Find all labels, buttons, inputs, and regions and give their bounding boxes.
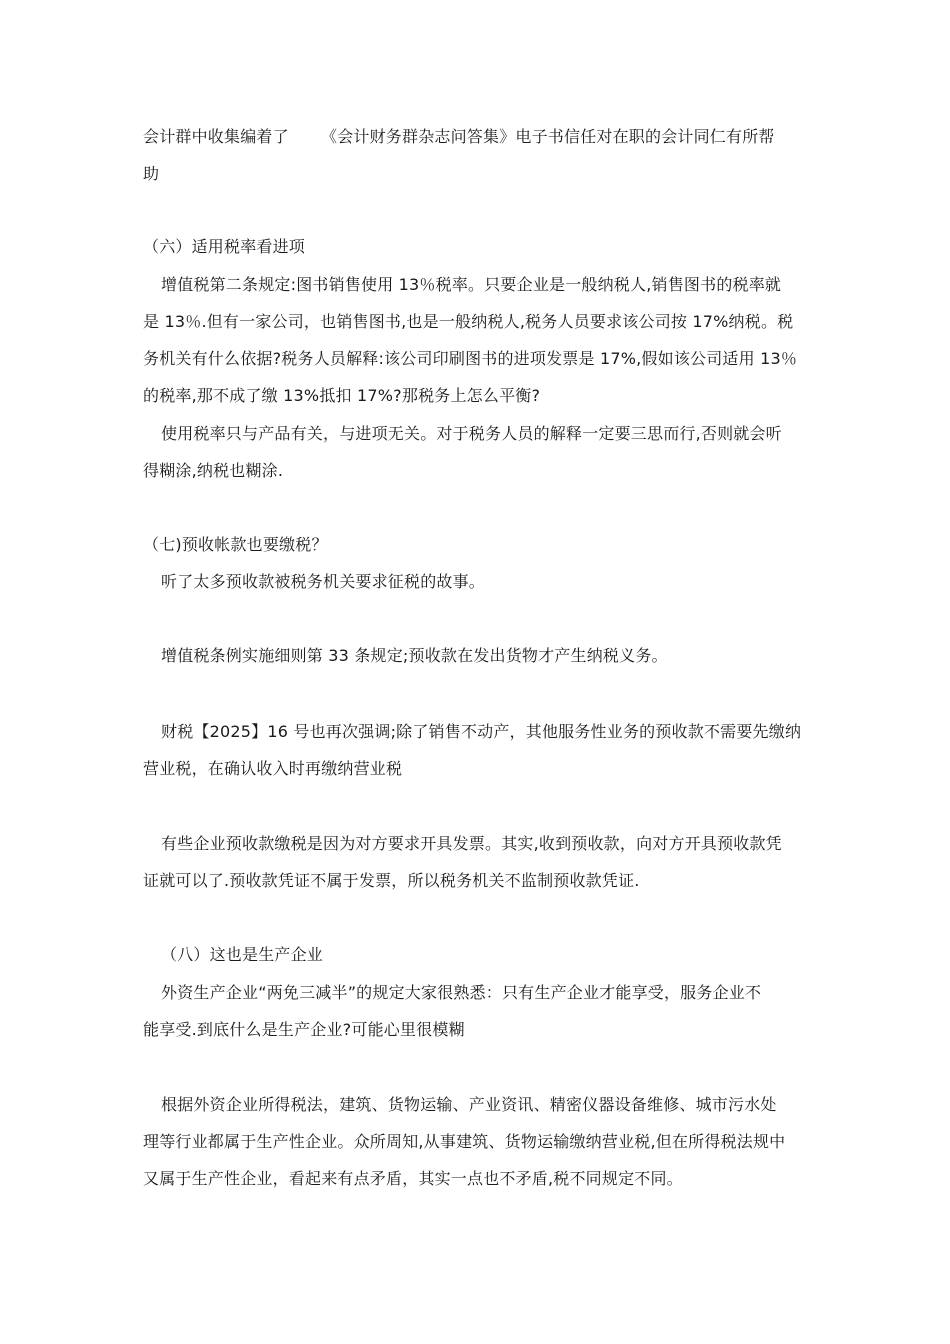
- section-8-p2-line-1: 根据外资企业所得税法，建筑、货物运输、产业资讯、精密仪器设备维修、城市污水处: [161, 1095, 777, 1114]
- section-8-p1-line-1: 外资生产企业“两免三减半”的规定大家很熟悉：只有生产企业才能享受，服务企业不: [161, 983, 762, 1002]
- section-8-p1-line-2: 能享受.到底什么是生产企业?可能心里很模糊: [143, 1020, 465, 1039]
- section-6-p1-line-4: 的税率,那不成了缴 13%抵扣 17%?那税务上怎么平衡?: [143, 386, 541, 405]
- section-6-p1-line-1: 增值税第二条规定:图书销售使用 13％税率。只要企业是一般纳税人,销售图书的税率就: [161, 275, 782, 294]
- section-7-p3-line-1: 财税【2025】16 号也再次强调;除了销售不动产，其他服务性业务的预收款不需要先缴纳: [161, 722, 802, 741]
- section-7-p2: 增值税条例实施细则第 33 条规定;预收款在发出货物才产生纳税义务。: [161, 646, 668, 665]
- section-7-p3-line-2: 营业税，在确认收入时再缴纳营业税: [143, 759, 403, 778]
- section-6-p1-line-3: 务机关有什么依据?税务人员解释:该公司印刷图书的进项发票是 17%,假如该公司适用 13％: [143, 349, 798, 368]
- section-6-p1-line-2: 是 13％.但有一家公司，也销售图书,也是一般纳税人,税务人员要求该公司按 17%纳税。税: [143, 312, 794, 331]
- section-8-p2-line-2: 理等行业都属于生产性企业。众所周知,从事建筑、货物运输缴纳营业税,但在所得税法规中: [143, 1132, 786, 1151]
- section-8-heading: （八）这也是生产企业: [161, 945, 324, 964]
- section-6-heading: （六）适用税率看进项: [143, 237, 306, 256]
- intro-line-1b: 《会计财务群杂志问答集》电子书信任对在职的会计同仁有所帮: [321, 127, 775, 146]
- section-7-heading: （七)预收帐款也要缴税？: [143, 535, 328, 554]
- section-7-p4-line-1: 有些企业预收款缴税是因为对方要求开具发票。其实,收到预收款，向对方开具预收款凭: [161, 834, 782, 853]
- intro-line-2: 助: [143, 164, 160, 183]
- section-6-p2-line-2: 得糊涂,纳税也糊涂.: [143, 461, 284, 480]
- section-6-p2-line-1: 使用税率只与产品有关，与进项无关。对于税务人员的解释一定要三思而行,否则就会听: [161, 424, 782, 443]
- section-7-p1: 听了太多预收款被税务机关要求征税的故事。: [161, 572, 486, 591]
- intro-line-1a: 会计群中收集编着了: [143, 127, 289, 146]
- section-7-p4-line-2: 证就可以了.预收款凭证不属于发票，所以税务机关不监制预收款凭证.: [143, 871, 640, 890]
- section-8-p2-line-3: 又属于生产性企业，看起来有点矛盾，其实一点也不矛盾,税不同规定不同。: [143, 1169, 683, 1188]
